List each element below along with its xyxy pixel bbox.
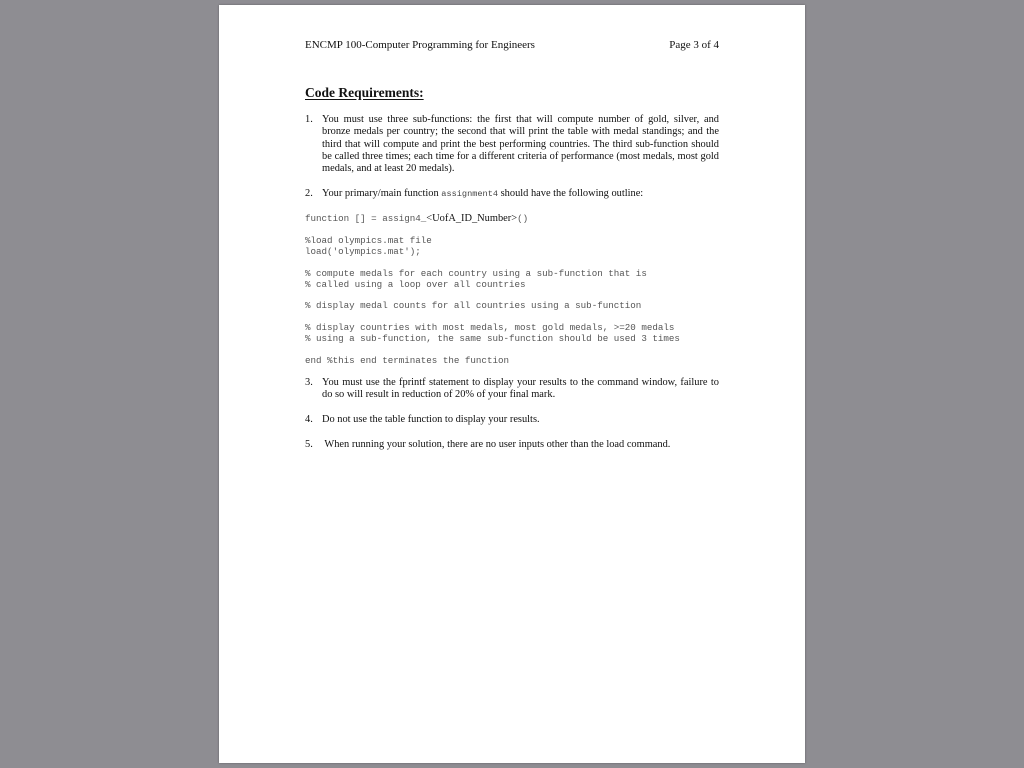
header-page-number: Page 3 of 4 [669,39,719,51]
item-text: When running your solution, there are no user inputs other than the load command. [322,439,671,450]
item-number: 2. [305,188,313,199]
requirement-item-5 [305,439,719,453]
code-line: end %this end terminates the function [305,355,509,366]
requirement-item-4 [305,414,719,428]
item-text-after: should have the following outline: [498,188,644,199]
section-title: Code Requirements: [305,85,424,100]
item-text: You must use the fprintf statement to display your results to the command window, failure to do so will result in reduction of 20% of your final mark. [322,377,719,401]
item-number: 5. [305,439,313,450]
code-function-name: <UofA_ID_Number> [426,213,518,224]
inline-code: assignment4 [441,189,499,199]
item-text [322,188,719,200]
code-function-signature [305,213,528,224]
code-line: load('olympics.mat'); [305,246,421,257]
code-line: % called using a loop over all countries [305,279,526,290]
requirement-item-1 [305,114,719,178]
item-number: 4. [305,414,313,425]
code-line: %load olympics.mat file [305,235,432,246]
item-number: 1. [305,114,313,125]
code-function-prefix: function [] = assign4_ [305,213,427,224]
code-line: % using a sub-function, the same sub-function should be used 3 times [305,333,680,344]
header-course-title: ENCMP 100-Computer Programming for Engineers [305,39,535,51]
code-line: % compute medals for each country using a sub-function that is [305,268,647,279]
code-function-suffix: () [517,213,529,224]
requirement-item-3 [305,377,719,403]
document-page [219,5,805,763]
requirement-item-2 [305,188,719,202]
code-line: % display countries with most medals, most gold medals, >=20 medals [305,322,675,333]
item-text-before: Your primary/main function [322,188,442,199]
code-line: % display medal counts for all countries using a sub-function [305,300,642,311]
item-text: Do not use the table function to display your results. [322,414,540,425]
item-number: 3. [305,377,313,388]
item-text: You must use three sub-functions: the first that will compute number of gold, silver, and bronze medals per country; the second that will print the table with medal standings; and the third that will compute and print the best performing countries. The third sub-function should be called three times; each time for a different criteria of performance (most medals, most gold medals, and at least 20 medals). [322,114,719,175]
